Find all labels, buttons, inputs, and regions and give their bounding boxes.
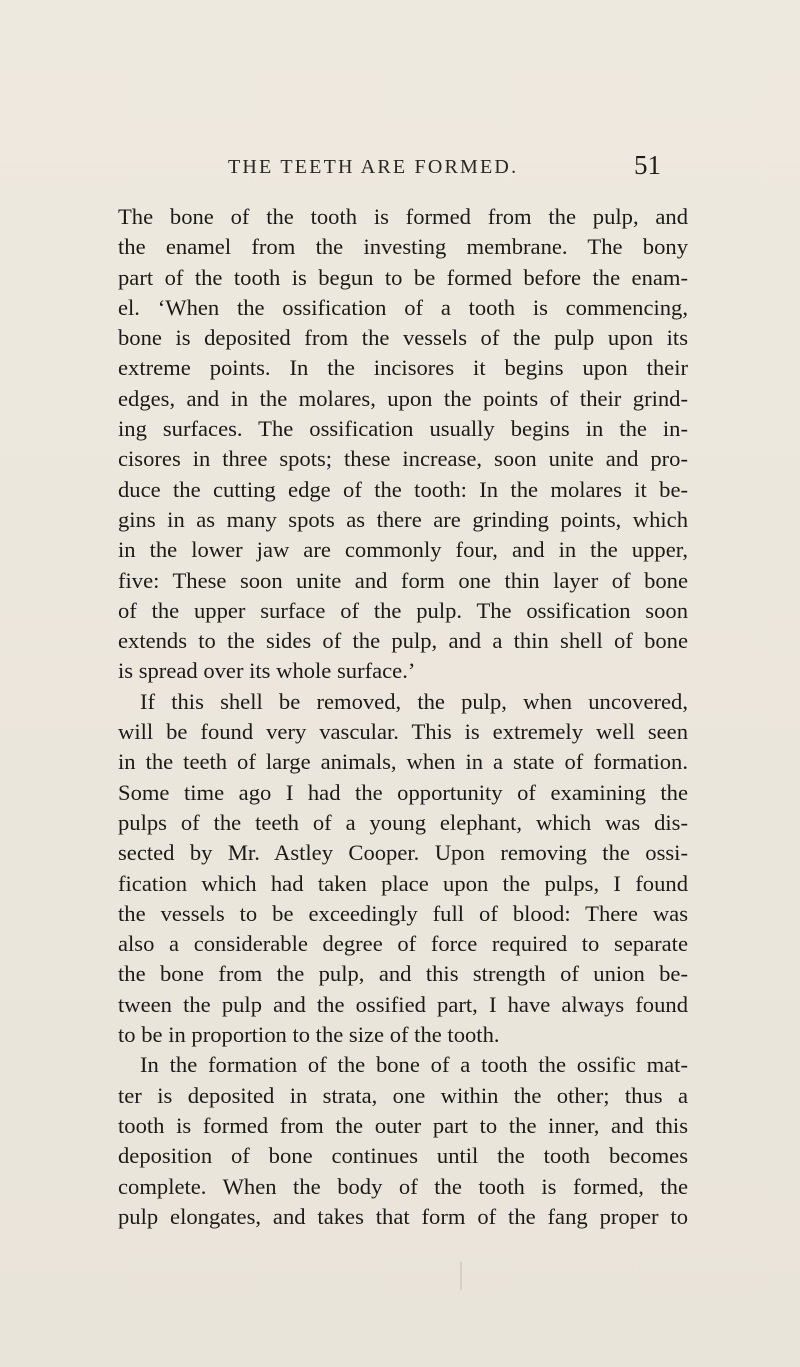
text-line: in the teeth of large animals, when in a state of formation. xyxy=(118,749,688,775)
text-line: tween the pulp and the ossified part, I have always found xyxy=(118,991,688,1017)
text-line: pulp elongates, and takes that form of the fang proper to xyxy=(118,1203,688,1229)
text-line: part of the tooth is begun to be formed before the enam- xyxy=(118,264,688,290)
text-line: pulps of the teeth of a young elephant, which was dis- xyxy=(118,809,688,835)
body-text xyxy=(118,202,688,1232)
text-line: to be in proportion to the size of the tooth. xyxy=(118,1022,500,1048)
text-line: The bone of the tooth is formed from the pulp, and xyxy=(118,204,688,229)
text-line: the enamel from the investing membrane. The bony xyxy=(118,234,688,260)
text-line: ing surfaces. The ossification usually begins in the in- xyxy=(118,416,688,442)
page-number: 51 xyxy=(634,150,661,180)
text-line: If this shell be removed, the pulp, when uncovered, xyxy=(140,688,688,714)
text-line: Some time ago I had the opportunity of examining the xyxy=(118,779,688,805)
text-line: also a considerable degree of force required to separate xyxy=(118,931,688,957)
text-line: complete. When the body of the tooth is formed, the xyxy=(118,1173,688,1199)
text-line: sected by Mr. Astley Cooper. Upon removing the ossi- xyxy=(118,840,688,866)
text-line: edges, and in the molares, upon the points of their grind- xyxy=(118,385,688,411)
text-line: extends to the sides of the pulp, and a thin shell of bone xyxy=(118,628,688,654)
text-line: In the formation of the bone of a tooth the ossific mat- xyxy=(140,1052,688,1078)
text-line: bone is deposited from the vessels of the pulp upon its xyxy=(118,325,688,351)
text-line: five: These soon unite and form one thin layer of bone xyxy=(118,567,688,593)
text-line: deposition of bone continues until the tooth becomes xyxy=(118,1143,688,1169)
text-line: is spread over its whole surface.’ xyxy=(118,658,416,684)
text-line: cisores in three spots; these increase, soon unite and pro- xyxy=(118,446,688,472)
text-line: the bone from the pulp, and this strength of union be- xyxy=(118,961,688,987)
paper-mark xyxy=(460,1262,462,1290)
text-line: will be found very vascular. This is extremely well seen xyxy=(118,719,688,745)
text-line: extreme points. In the incisores it begins upon their xyxy=(118,355,688,381)
running-head xyxy=(228,150,668,190)
text-line: ter is deposited in strata, one within the other; thus a xyxy=(118,1082,688,1108)
text-line: of the upper surface of the pulp. The ossification soon xyxy=(118,597,688,623)
text-line: tooth is formed from the outer part to the inner, and this xyxy=(118,1112,688,1138)
running-title: THE TEETH ARE FORMED. xyxy=(228,156,519,178)
text-line: the vessels to be exceedingly full of blood: There was xyxy=(118,900,688,926)
text-line: in the lower jaw are commonly four, and in the upper, xyxy=(118,537,688,563)
text-line: el. ‘When the ossification of a tooth is commencing, xyxy=(118,294,688,320)
text-line: fication which had taken place upon the pulps, I found xyxy=(118,870,688,896)
text-line: duce the cutting edge of the tooth: In the molares it be- xyxy=(118,476,688,502)
text-line: gins in as many spots as there are grinding points, which xyxy=(118,506,688,532)
